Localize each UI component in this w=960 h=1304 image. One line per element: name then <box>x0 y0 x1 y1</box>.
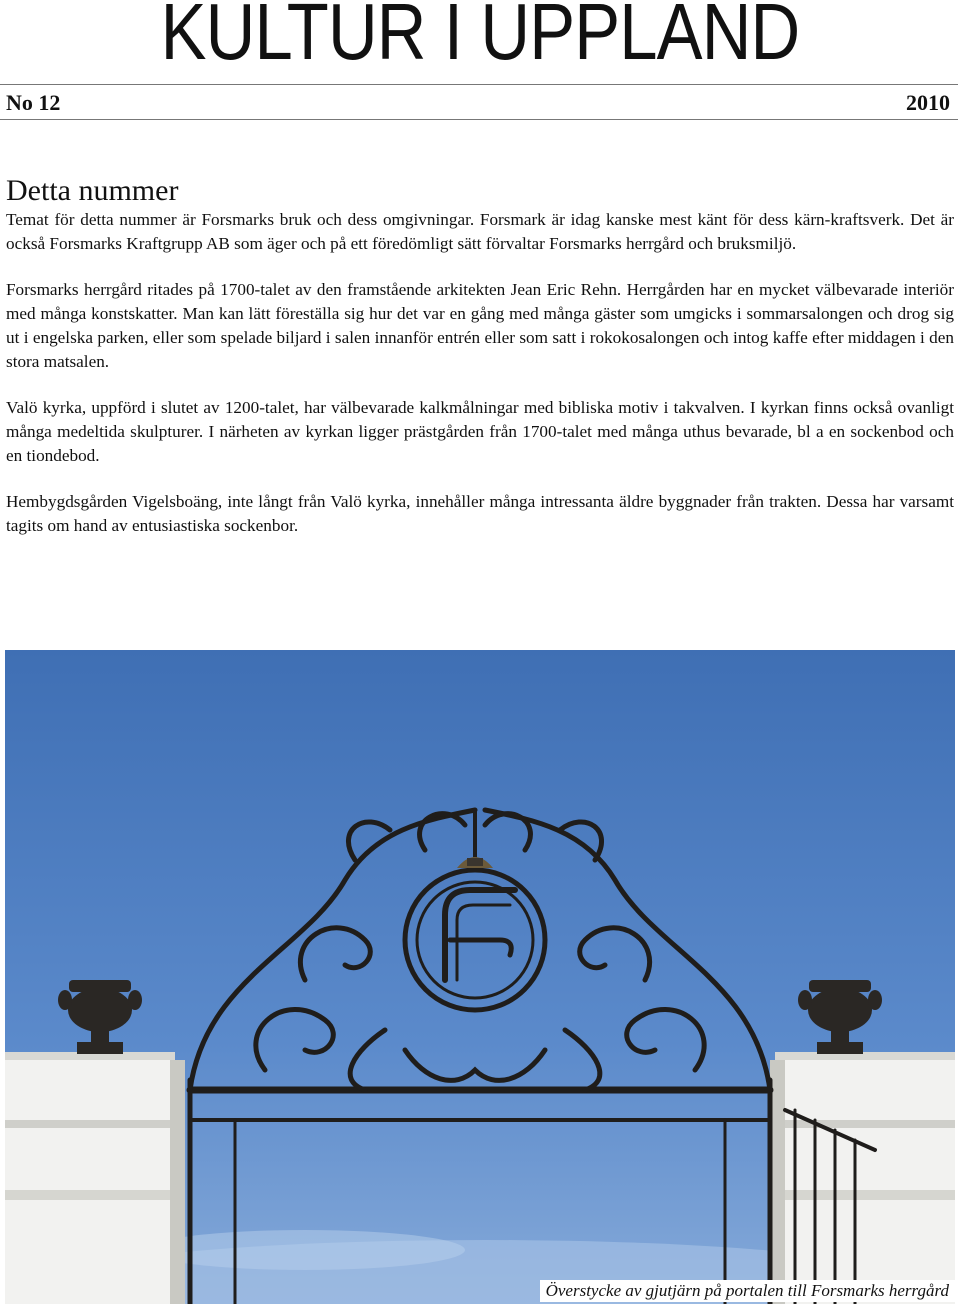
article-paragraph: Valö kyrka, uppförd i slutet av 1200-talet, har välbevarade kalkmålningar med bibliska motiv i takvalven. I kyrkan finns också ovanligt många medeltida skulpturer. I närheten av kyrkan ligger prästgården från 1700-talet med många uthus bevarade, bl a en sockenbod och en tiondebod. <box>6 398 954 465</box>
gate-illustration <box>5 650 955 1304</box>
issue-number: No 12 <box>6 90 61 115</box>
article <box>6 174 954 560</box>
magazine-title: KULTUR I UPPLAND <box>160 0 800 76</box>
article-paragraph: Temat för detta nummer är Forsmarks bruk och dess omgivningar. Forsmark är idag kanske mest känt för dess kärn-kraftsverk. Det är också Forsmarks Kraftgrupp AB som äger och på ett föredömligt sätt förvaltar Forsmarks herrgård och bruksmiljö. <box>6 210 954 253</box>
issue-year: 2010 <box>906 90 950 115</box>
article-paragraph: Hembygdsgården Vigelsboäng, inte långt från Valö kyrka, innehåller många intressanta äldre byggnader från trakten. Dessa har varsamt tagits om hand av entusiastiska sockenbor. <box>6 492 954 535</box>
masthead <box>0 0 960 80</box>
issue-bar <box>0 84 958 120</box>
photo-caption: Överstycke av gjutjärn på portalen till Forsmarks herrgård <box>540 1280 955 1302</box>
right-pillar <box>770 1052 955 1304</box>
article-heading: Detta nummer <box>6 174 179 207</box>
gate-photo <box>5 650 955 1304</box>
left-pillar <box>5 1052 185 1304</box>
article-paragraph: Forsmarks herrgård ritades på 1700-talet av den framstående arkitekten Jean Eric Rehn. Herrgården har en mycket välbevarade interiör med många konstskatter. Man kan lätt föreställa sig hur det var en gång med många gäster som umgicks i sommarsalongen och drog sig ut i engelska parken, eller som spelade biljard i salen innanför entrén eller som satt i rokokosalongen och intog kaffe efter middagen i den stora matsalen. <box>6 280 954 371</box>
